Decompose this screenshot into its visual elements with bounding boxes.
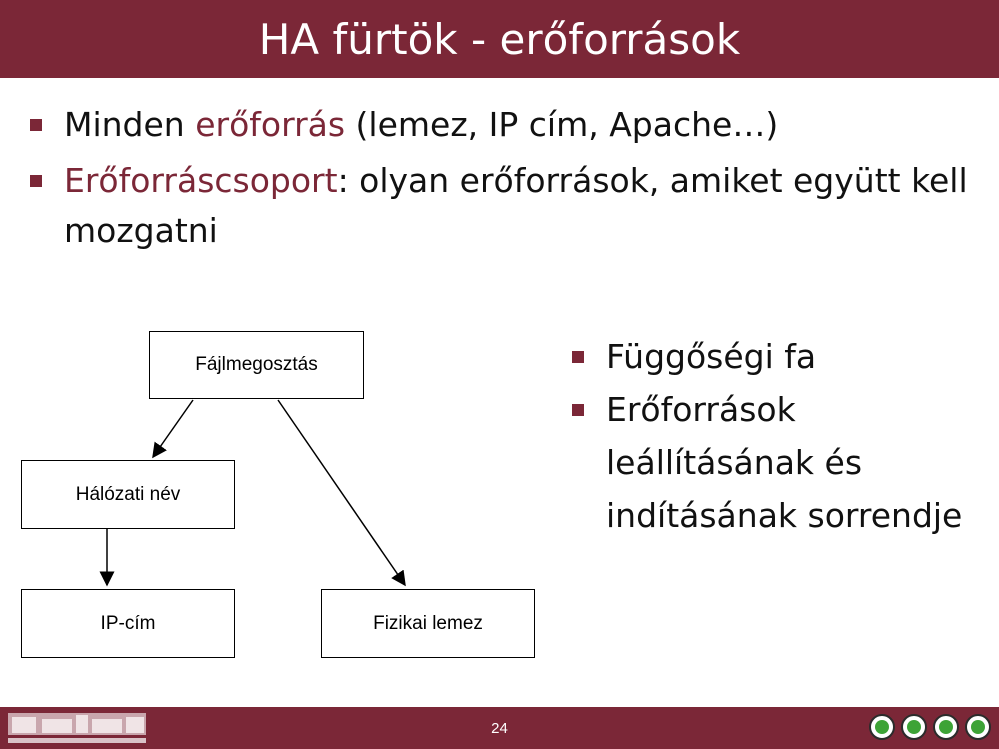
main-bullet-list — [26, 100, 986, 256]
side-bullet-list — [568, 330, 988, 542]
green-circle-icon — [869, 714, 895, 740]
node-physical-disk: Fizikai lemez — [321, 589, 535, 658]
bullet-highlight: erőforrás — [195, 105, 346, 144]
edge-root-to-disk — [278, 400, 405, 585]
side-bullet-item: Erőforrások leállításának és indításának sorrendje — [568, 383, 988, 542]
bullet-square-icon — [572, 351, 584, 363]
edge-root-to-network-name — [153, 400, 193, 457]
slide-title-bar — [0, 0, 999, 78]
green-circle-icon — [933, 714, 959, 740]
bullet-item — [26, 100, 986, 150]
node-ip-address: IP-cím — [21, 589, 235, 658]
bullet-square-icon — [30, 119, 42, 131]
bullet-text-after: (lemez, IP cím, Apache…) — [345, 105, 779, 144]
bullet-text-before: Minden — [64, 105, 196, 144]
bullet-item — [26, 156, 986, 256]
side-bullet-item: Függőségi fa — [568, 330, 988, 383]
bullet-square-icon — [572, 404, 584, 416]
green-circle-icon — [901, 714, 927, 740]
page-number: 24 — [491, 719, 508, 737]
dependency-tree-diagram — [0, 300, 560, 680]
green-circle-icon — [965, 714, 991, 740]
slide-title: HA fürtök - erőforrások — [258, 14, 741, 64]
slide-footer — [0, 707, 999, 749]
footer-icon-group — [869, 714, 991, 740]
node-file-share: Fájlmegosztás — [149, 331, 364, 399]
node-network-name: Hálózati név — [21, 460, 235, 529]
bullet-square-icon — [30, 175, 42, 187]
bullet-text-after: : olyan erőforrások, amiket együtt kell mozgatni — [64, 161, 968, 250]
bullet-highlight: Erőforráscsoport — [64, 161, 338, 200]
